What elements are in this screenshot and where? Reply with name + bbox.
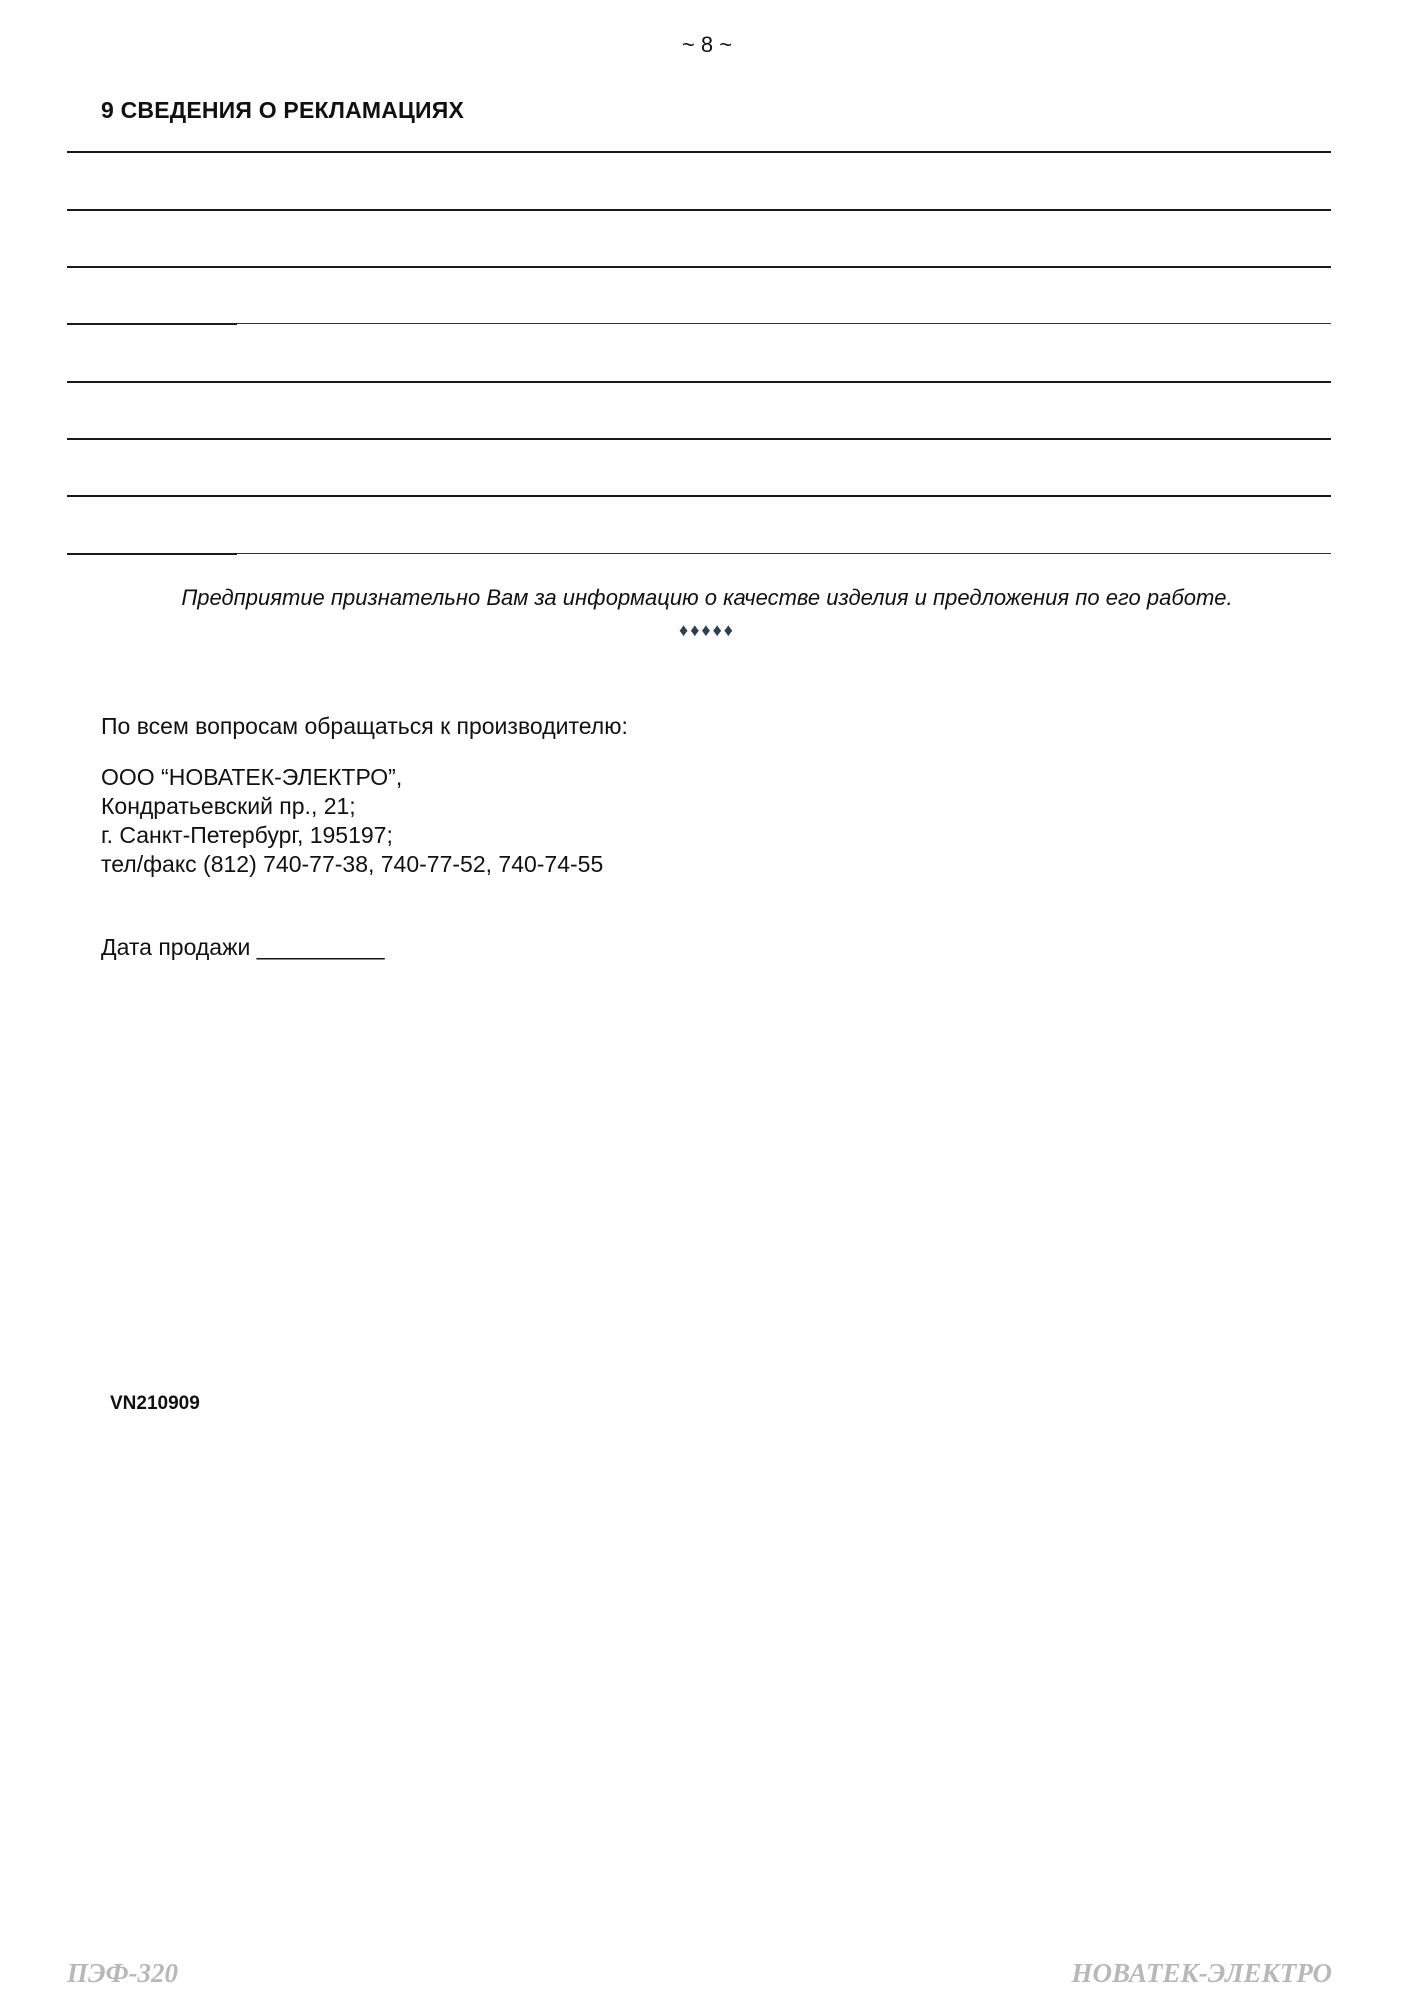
thanks-note: Предприятие признательно Вам за информацию о качестве изделия и предложения по его работе. — [181, 585, 1233, 610]
blank-line — [67, 381, 1331, 383]
section-title: 9 СВЕДЕНИЯ О РЕКЛАМАЦИЯХ — [101, 97, 465, 123]
page-number: ~ 8 ~ — [681, 32, 733, 57]
blank-line — [67, 266, 1331, 268]
company-name: ООО “НОВАТЕК-ЭЛЕКТРО”, — [101, 764, 403, 790]
city-postcode: г. Санкт-Петербург, 195197; — [101, 822, 393, 848]
blank-line — [67, 495, 1331, 497]
manufacturer-address — [101, 763, 603, 879]
blank-line — [67, 151, 1331, 153]
blank-line — [67, 438, 1331, 440]
footer-product: ПЭФ-320 — [67, 1958, 179, 1988]
phone-fax: тел/факс (812) 740-77-38, 740-77-52, 740-74-55 — [101, 851, 604, 877]
footer-brand: НОВАТЕК-ЭЛЕКТРО — [1071, 1958, 1332, 1988]
sale-date-field: Дата продажи __________ — [101, 934, 385, 960]
blank-line — [67, 209, 1331, 211]
diamond-divider: ♦♦♦♦♦ — [679, 620, 735, 640]
document-code: VN210909 — [110, 1393, 200, 1414]
street-address: Кондратьевский пр., 21; — [101, 793, 356, 819]
contact-intro: По всем вопросам обращаться к производителю: — [101, 713, 628, 739]
